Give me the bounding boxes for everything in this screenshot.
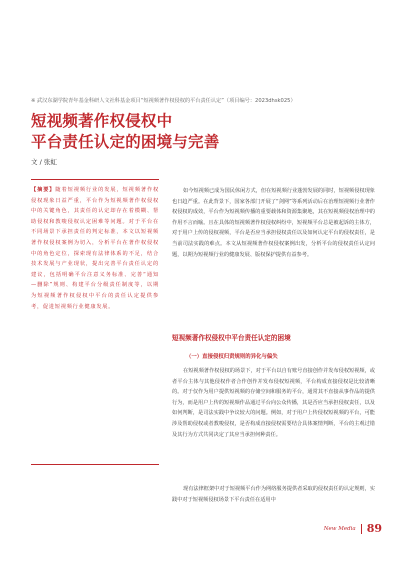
section-heading: 短视频著作权侵权中平台责任认定的困境 (172, 334, 291, 342)
page-footer (324, 522, 382, 535)
footer-divider (361, 524, 362, 534)
subsection-heading: （一）直接侵权归责规则的异化与偏失 (186, 354, 278, 360)
body-paragraph-3: 现有法律框架中对于短视频平台作为网络服务提供者采取的侵权责任的认定规则，实践中对于短视频侵权场景下平台责任在适用中 (172, 486, 375, 503)
abstract-box (31, 179, 159, 465)
author-byline: 文 / 张虹 (31, 158, 57, 166)
body-paragraph-2: 在短视频著作权侵权的场景下，对于平台以自有账号直接创作并发布侵权短视频，或者平台主体与其他侵权作者合作创作并发布侵权短视频，平台构成直接侵权是比较清晰的。对于仅作为用户提供短视频的存储空间和服务的平台，通常其不直接从事作品的提供行为，而是用户上传的短视频作品通过平台向公众传播，其是否应当承担侵权责任，以及如何判断，是司法实践中争议较大的问题。例如，对于用户上传侵权短视频的平台，可能涉及帮助侵权或者教唆侵权，是否构成直接侵权需要结合具体案情判断，平台的主观过错及其行为方式共同决定了其应当承担何种责任。 (172, 368, 375, 438)
article-title (31, 110, 219, 152)
abstract-text: 随着短视频行业的发展，短视频著作权侵权现象日益严重，平台作为短视频著作权侵权中的关键角色，其责任的认定却存在着模糊、帮助侵权和教唆侵权认定困难等问题。对于平台在不同场景下承担责任的判定标准，本文以短视频著作权侵权案例为切入，分析平台在著作权侵权中的角色定位，探索现有法律体系的不足，结合技术发展与产业现状，提出完善平台责任认定的建议，包括明确平台注意义务标准、完善“通知—删除”规则、构建平台分级责任制度等，以期为短视频著作权侵权中平台的责任认定提供参考，促进短视频行业健康发展。 (31, 187, 159, 310)
journal-name: New Media (323, 525, 356, 532)
abstract-label: 【摘要】 (31, 187, 56, 193)
abstract (31, 185, 159, 312)
funding-note: ※ 武汉东湖学院青年基金科研人文社科基金项目“短视频著作权侵权的平台责任认定”（项目编号：2023dhsk025） (31, 98, 296, 104)
title-line-1: 短视频著作权侵权中 (31, 111, 173, 130)
title-line-2: 平台责任认定的困境与完善 (31, 132, 220, 151)
body-paragraph-1: 如今短视频已成为国民休闲方式，但在短视频行业蓬勃发展的同时，短视频侵权现象也日趋严重。在此背景下，国家各部门开展了“剑网”等系列活动后在治理短视频行业著作权侵权的成效，平台作为短视频传播的重要载体和资源集聚地，其在短视频侵权治理中的作用不言而喻。且在具体的短视频著作权侵权纠纷中，短视频平台总是被起诉的主体方，对于用户上传的侵权视频，平台是否应当承担侵权责任以及如何认定平台的侵权责任，是当前司法实践的难点。本文从短视频著作权侵权案例出发，分析平台的侵权责任认定问题，以期为短视频行业的健康发展、版权保护提供有益参考。 (172, 188, 375, 258)
page-number: 89 (366, 522, 382, 535)
